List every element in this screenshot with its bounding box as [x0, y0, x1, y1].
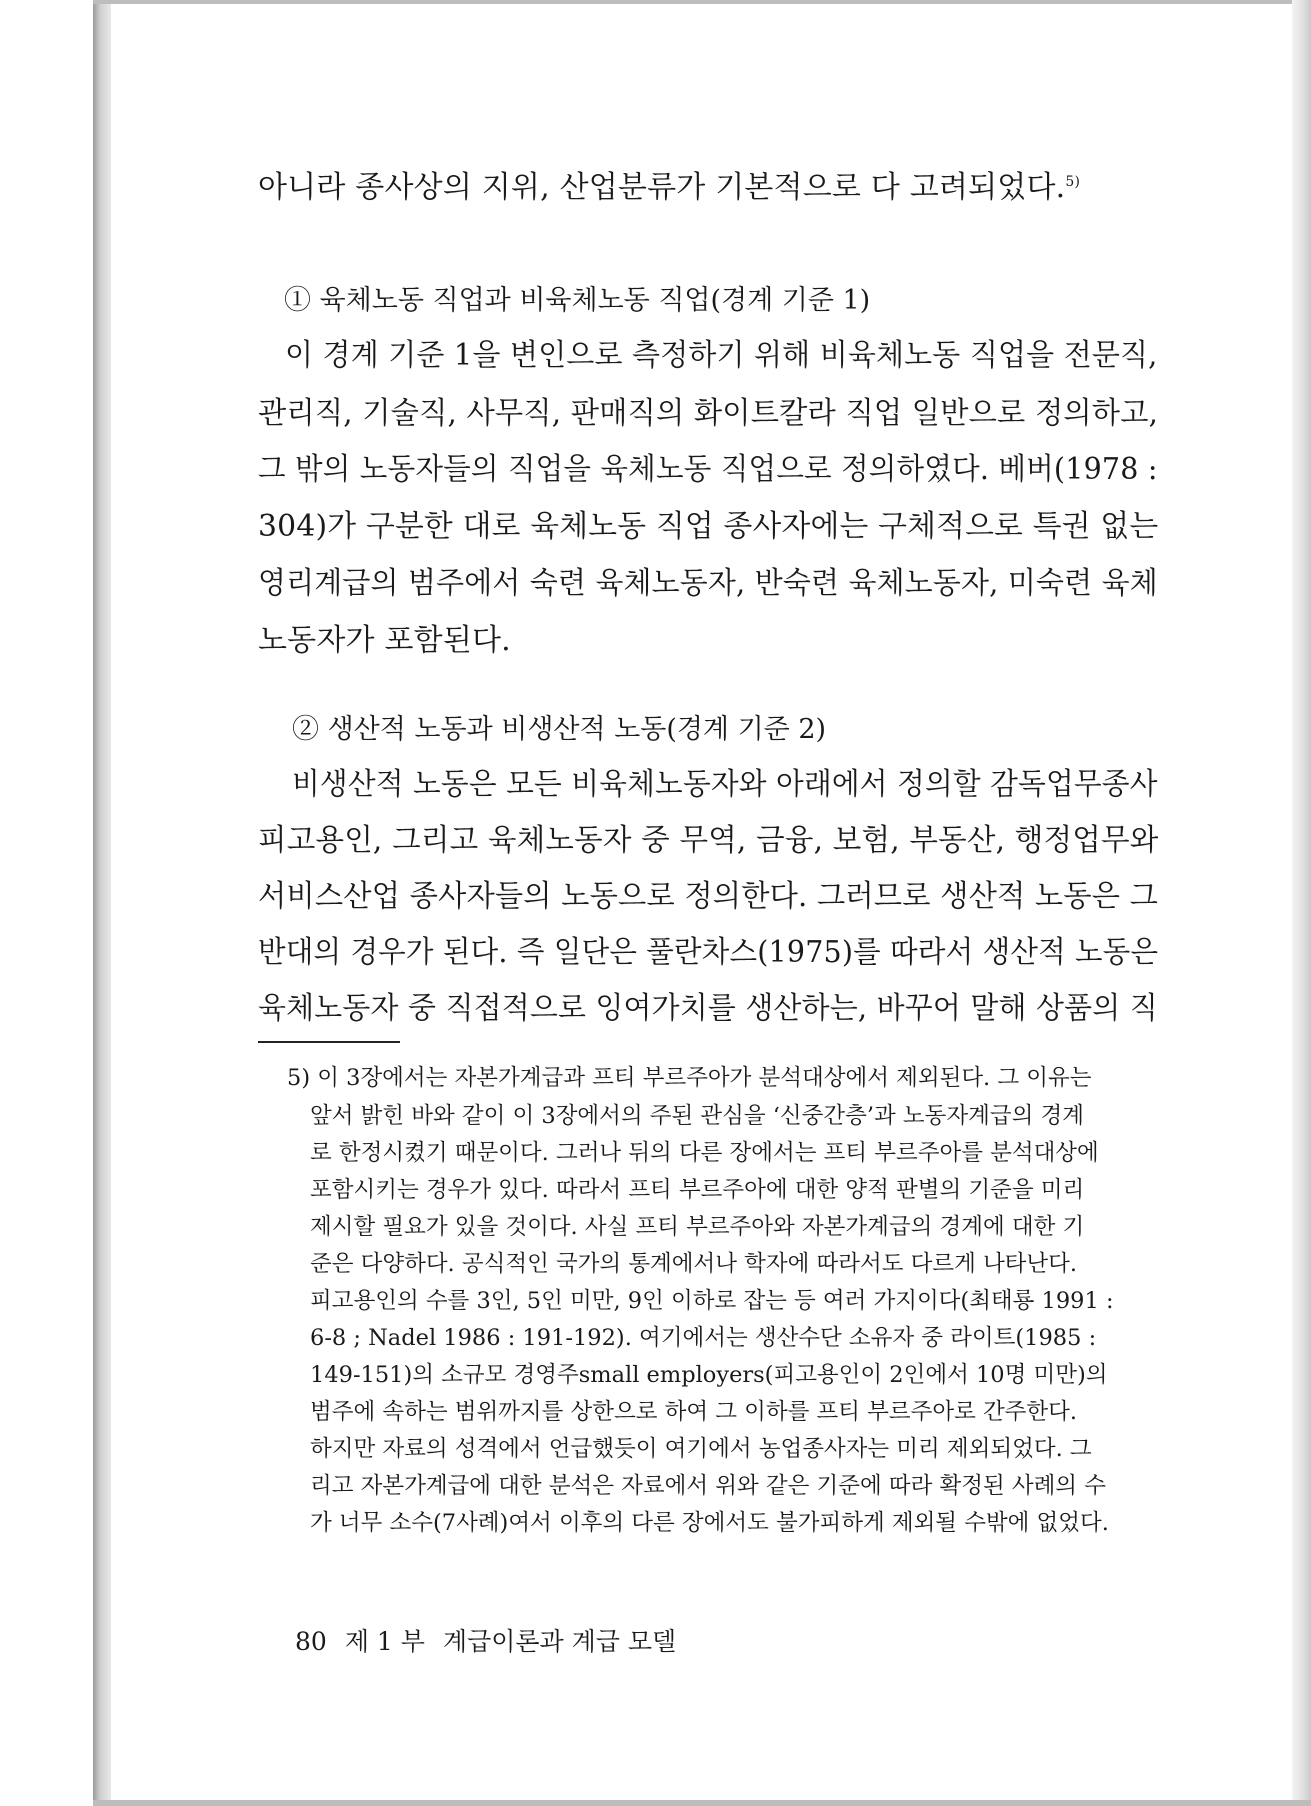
- section-1-line-2: 관리직, 기술직, 사무직, 판매직의 화이트칼라 직업 일반으로 정의하고,: [258, 396, 1159, 431]
- footnote-line-2: 앞서 밝힌 바와 같이 이 3장에서의 주된 관심을 ‘신중간층’과 노동자계급의 경계: [310, 1103, 1084, 1129]
- section-2-heading: ② 생산적 노동과 비생산적 노동(경계 기준 2): [292, 714, 827, 745]
- section-1-heading: ① 육체노동 직업과 비육체노동 직업(경계 기준 1): [284, 285, 871, 316]
- book-spine-edge: [93, 4, 112, 1802]
- footnote-line-6: 준은 다양하다. 공식적인 국가의 통계에서나 학자에 따라서도 다르게 나타난다.: [310, 1251, 1078, 1277]
- section-1-line-1: 이 경계 기준 1을 변인으로 측정하기 위해 비육체노동 직업을 전문직,: [285, 338, 1158, 373]
- intro-line: 아니라 종사상의 지위, 산업분류가 기본적으로 다 고려되었다.$^{5)}$: [258, 170, 1081, 205]
- footnote-line-3: 로 한정시켰기 때문이다. 그러나 뒤의 다른 장에서는 프티 부르주아를 분석대상에: [310, 1140, 1099, 1166]
- footnote-line-10: 범주에 속하는 범위까지를 상한으로 하여 그 이하를 프티 부르주아로 간주한다.: [310, 1399, 1078, 1425]
- footer-part: 제 1 부: [344, 1627, 425, 1656]
- footnote-line-11: 하지만 자료의 성격에서 언급했듯이 여기에서 농업종사자는 미리 제외되었다. 그: [310, 1436, 1092, 1462]
- page-footer: [295, 1624, 676, 1660]
- section-1-line-4: 304)가 구분한 대로 육체노동 직업 종사자에는 구체적으로 특권 없는: [258, 509, 1159, 544]
- section-2-line-3: 서비스산업 종사자들의 노동으로 정의한다. 그러므로 생산적 노동은 그: [258, 879, 1159, 914]
- footnote-divider: [258, 1041, 400, 1043]
- footnote-line-12: 리고 자본가계급에 대한 분석은 자료에서 위와 같은 기준에 따라 확정된 사례의 수: [310, 1473, 1106, 1499]
- book-bottom-edge: [93, 1800, 1311, 1806]
- footnote-line-8: 6-8 ; Nadel 1986 : 191-192). 여기에서는 생산수단 소유자 중 라이트(1985 :: [310, 1325, 1097, 1351]
- page-number: 80: [295, 1627, 327, 1656]
- footnote-line-5: 제시할 필요가 있을 것이다. 사실 프티 부르주아와 자본가계급의 경계에 대한 기: [310, 1214, 1085, 1240]
- footer-title: 계급이론과 계급 모델: [442, 1627, 677, 1656]
- section-1-line-3: 그 밖의 노동자들의 직업을 육체노동 직업으로 정의하였다. 베버(1978 :: [258, 452, 1158, 487]
- section-2-line-5: 육체노동자 중 직접적으로 잉여가치를 생산하는, 바꾸어 말해 상품의 직: [258, 991, 1158, 1026]
- footnote-line-9: 149-151)의 소규모 경영주small employers(피고용인이 2인에서 10명 미만)의: [310, 1362, 1108, 1388]
- footnote-ref: 5): [1065, 174, 1081, 190]
- section-1-line-6: 노동자가 포함된다.: [258, 623, 511, 658]
- section-2-line-1: 비생산적 노동은 모든 비육체노동자와 아래에서 정의할 감독업무종사: [292, 767, 1158, 802]
- section-1-line-5: 영리계급의 범주에서 숙련 육체노동자, 반숙련 육체노동자, 미숙련 육체: [258, 566, 1158, 601]
- footnote-line-1: 5) 이 3장에서는 자본가계급과 프티 부르주아가 분석대상에서 제외된다. 그 이유는: [287, 1065, 1092, 1091]
- section-2-line-4: 반대의 경우가 된다. 즉 일단은 풀란차스(1975)를 따라서 생산적 노동은: [258, 935, 1159, 970]
- book-right-edge: [1292, 0, 1311, 1806]
- footnote-line-4: 포함시키는 경우가 있다. 따라서 프티 부르주아에 대한 양적 판별의 기준을 미리: [310, 1177, 1085, 1203]
- footnote-line-13: 가 너무 소수(7사례)여서 이후의 다른 장에서도 불가피하게 제외될 수밖에 없었다.: [310, 1510, 1109, 1536]
- footnote-line-7: 피고용인의 수를 3인, 5인 미만, 9인 이하로 잡는 등 여러 가지이다(최태룡 1991 :: [310, 1288, 1114, 1314]
- section-2-line-2: 피고용인, 그리고 육체노동자 중 무역, 금융, 보험, 부동산, 행정업무와: [258, 823, 1159, 858]
